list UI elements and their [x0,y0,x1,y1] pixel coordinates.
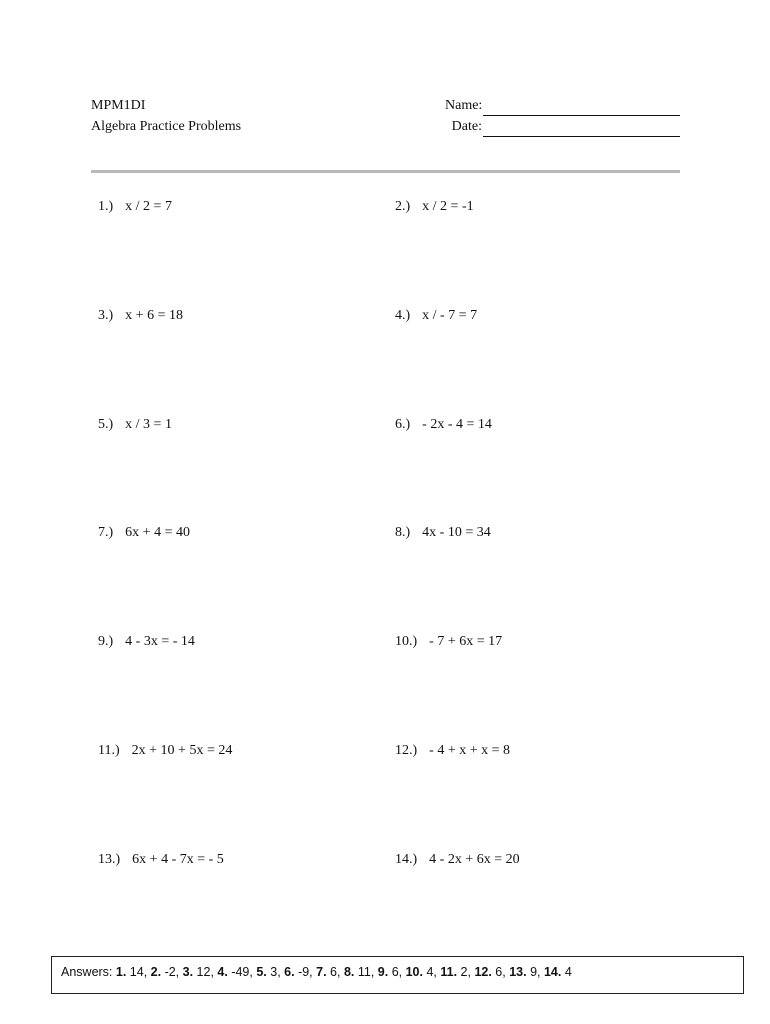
problem [91,398,172,434]
answer-number: 13. [509,965,527,979]
problem-number: 10.) [395,634,418,649]
answer-number: 14. [543,965,562,979]
problem [388,615,502,651]
problem [388,289,477,325]
answer-number: 5. [256,965,267,979]
problem-number: 9.) [98,634,114,649]
answer-number: 1. [115,965,127,979]
problem-number: 5.) [98,417,114,432]
answer-number: 11. [440,965,458,979]
answer-value: 4, [423,965,441,979]
problem-equation: x / 3 = 1 [125,417,172,432]
answers-box [51,956,744,994]
problem-number: 12.) [395,743,418,758]
problem-number: 3.) [98,308,114,323]
answer-number: 4. [217,965,228,979]
date-label: Date: [451,119,482,134]
answer-number: 8. [343,965,355,979]
date-field[interactable] [483,121,680,137]
problem [91,180,172,216]
problem-number: 11.) [98,743,120,758]
answer-value: 12, [193,965,218,979]
problem-number: 14.) [395,852,418,867]
answer-number: 9. [377,965,389,979]
problem [388,506,491,542]
answer-value: 4 [561,965,572,979]
header-right [445,95,680,137]
problem [91,724,232,760]
answer-number: 2. [150,965,162,979]
answer-number: 7. [316,965,327,979]
problem-number: 1.) [98,199,114,214]
problem-number: 4.) [395,308,411,323]
answer-value: 14, [126,965,151,979]
problem-equation: x / 2 = 7 [125,199,172,214]
answer-value: 3, [266,965,285,979]
name-field[interactable] [483,100,680,116]
answer-value: 11, [354,965,378,979]
name-row [445,95,680,116]
problem-equation: 4 - 2x + 6x = 20 [429,852,520,867]
problem-equation: x + 6 = 18 [125,308,183,323]
header-left [91,95,241,137]
problem [388,833,520,869]
problem-number: 8.) [395,525,411,540]
problem-equation: - 4 + x + x = 8 [429,743,511,758]
answer-number: 3. [182,965,194,979]
course-code: MPM1DI [91,98,146,113]
problem-equation: - 7 + 6x = 17 [429,634,503,649]
problem [91,833,224,869]
date-row [445,116,680,137]
problem [388,180,474,216]
worksheet-title: Algebra Practice Problems [91,119,242,134]
problem-equation: 6x + 4 = 40 [125,525,190,540]
answer-value: 6, [326,965,344,979]
problem-number: 7.) [98,525,114,540]
problem-number: 2.) [395,199,411,214]
answer-value: 9, [526,965,544,979]
problem-equation: 2x + 10 + 5x = 24 [131,743,233,758]
answer-value: 6, [491,965,510,979]
answer-value: 2, [457,965,475,979]
problem-equation: 4x - 10 = 34 [422,525,491,540]
answers-label: Answers: [61,965,113,979]
problem [91,289,183,325]
answer-value: -2, [161,965,183,979]
problem [91,506,190,542]
answer-value: -9, [294,965,317,979]
answer-number: 10. [405,965,423,979]
answer-number: 6. [284,965,295,979]
problem-equation: 4 - 3x = - 14 [125,634,195,649]
answer-value: 6, [388,965,406,979]
answers-list [116,965,572,979]
problem [388,724,510,760]
name-label: Name: [445,98,483,113]
problem-equation: - 2x - 4 = 14 [422,417,492,432]
problem-equation: x / 2 = -1 [422,199,474,214]
header-divider [91,170,680,173]
problem-number: 6.) [395,417,411,432]
problem-equation: x / - 7 = 7 [422,308,478,323]
answer-value: -49, [227,965,257,979]
problem-equation: 6x + 4 - 7x = - 5 [132,852,224,867]
problem [91,615,195,651]
problem [388,398,492,434]
answer-number: 12. [474,965,492,979]
problem-number: 13.) [98,852,121,867]
